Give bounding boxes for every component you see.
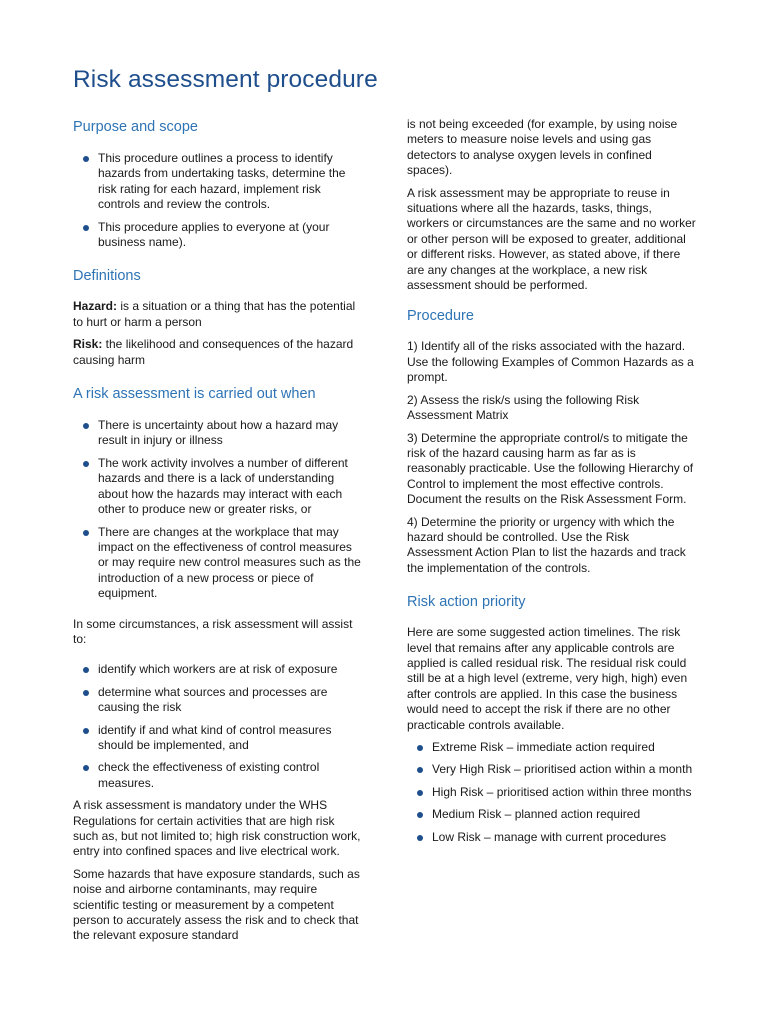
bullet-dot-icon bbox=[83, 765, 89, 771]
assist-list bbox=[73, 662, 363, 791]
hazard-definition: Hazard: is a situation or a thing that has the potential to hurt or harm a person bbox=[73, 299, 356, 329]
list-item: This procedure outlines a process to identify hazards from undertaking tasks, determine the risk rating for each hazard, implement risk controls and review the controls. bbox=[73, 151, 363, 213]
definitions-heading: Definitions bbox=[73, 268, 141, 285]
list-item: Medium Risk – planned action required bbox=[407, 807, 697, 822]
exposure-paragraph: Some hazards that have exposure standards, such as noise and airborne contaminants, may require scientific testing or measurement by a competent person to accurately assess the risk and to check that the relevant exposure standard bbox=[73, 866, 360, 943]
priority-heading: Risk action priority bbox=[407, 594, 526, 611]
exposure-paragraph-continued: is not being exceeded (for example, by using noise meters to measure noise levels and using gas detectors to analyse oxygen levels in confined spaces). bbox=[407, 117, 678, 178]
reuse-paragraph: A risk assessment may be appropriate to reuse in situations where all the hazards, tasks, things, workers or circumstances are the same and no worker or other person will be exposed to greater, additional or different risks. However, as stated above, if there are any changes at the workplace, a new risk assessment should be performed. bbox=[407, 185, 696, 293]
procedure-heading: Procedure bbox=[407, 308, 474, 325]
list-item: determine what sources and processes are causing the risk bbox=[73, 685, 363, 716]
purpose-heading: Purpose and scope bbox=[73, 119, 198, 135]
list-item: Extreme Risk – immediate action required bbox=[407, 740, 697, 755]
bullet-dot-icon bbox=[83, 461, 89, 467]
left-column bbox=[73, 118, 363, 944]
list-item: Very High Risk – prioritised action within a month bbox=[407, 762, 697, 777]
risk-term: Risk: bbox=[73, 337, 103, 352]
procedure-step: 4) Determine the priority or urgency with which the hazard should be controlled. Use the Risk Assessment Action Plan to list the hazards and track the implementation of the controls. bbox=[407, 514, 686, 575]
risk-definition: Risk: the likelihood and consequences of the hazard causing harm bbox=[73, 337, 354, 367]
assist-intro: In some circumstances, a risk assessment will assist to: bbox=[73, 616, 353, 646]
procedure-step: 3) Determine the appropriate control/s to mitigate the risk of the hazard causing harm as far as is reasonably practicable. Use the following Hierarchy of Control to implement the most effective controls. Document the results on the Risk Assessment Form. bbox=[407, 430, 694, 507]
list-item: Low Risk – manage with current procedures bbox=[407, 830, 697, 845]
list-item: identify which workers are at risk of exposure bbox=[73, 662, 363, 677]
purpose-list bbox=[73, 151, 363, 250]
bullet-dot-icon bbox=[417, 812, 423, 818]
list-item: The work activity involves a number of different hazards and there is a lack of understanding about how the hazards may interact with each other to produce new or greater risks, or bbox=[73, 456, 363, 518]
bullet-dot-icon bbox=[83, 667, 89, 673]
bullet-dot-icon bbox=[83, 690, 89, 696]
list-item: There is uncertainty about how a hazard may result in injury or illness bbox=[73, 418, 363, 449]
mandatory-paragraph: A risk assessment is mandatory under the WHS Regulations for certain activities that are high risk such as, but not limited to; high risk construction work, entry into confined spaces and live electrical work. bbox=[73, 798, 361, 859]
carried-out-list bbox=[73, 418, 363, 601]
bullet-dot-icon bbox=[83, 423, 89, 429]
bullet-dot-icon bbox=[83, 225, 89, 231]
list-item: check the effectiveness of existing control measures. bbox=[73, 760, 363, 791]
procedure-step: 1) Identify all of the risks associated with the hazard. Use the following Examples of Common Hazards as a prompt. bbox=[407, 339, 694, 385]
bullet-dot-icon bbox=[83, 530, 89, 536]
page-title: Risk assessment procedure bbox=[73, 66, 378, 93]
bullet-dot-icon bbox=[83, 156, 89, 162]
list-item: High Risk – prioritised action within three months bbox=[407, 785, 697, 800]
priority-list bbox=[407, 740, 697, 845]
bullet-dot-icon bbox=[417, 745, 423, 751]
right-column bbox=[407, 117, 697, 845]
hazard-term: Hazard: bbox=[73, 299, 118, 314]
bullet-dot-icon bbox=[417, 790, 423, 796]
list-item: This procedure applies to everyone at (your business name). bbox=[73, 220, 363, 251]
carried-out-heading: A risk assessment is carried out when bbox=[73, 386, 316, 403]
priority-intro: Here are some suggested action timelines. The risk level that remains after any applicable controls are applied is called residual risk. The residual risk could still be at a high level (extreme, very high, high) even after controls are applied. In this case the business would need to accept the risk if there are no other practicable controls available. bbox=[407, 625, 688, 732]
bullet-dot-icon bbox=[417, 835, 423, 841]
bullet-dot-icon bbox=[83, 728, 89, 734]
procedure-step: 2) Assess the risk/s using the following Risk Assessment Matrix bbox=[407, 392, 640, 423]
bullet-dot-icon bbox=[417, 767, 423, 773]
list-item: identify if and what kind of control measures should be implemented, and bbox=[73, 723, 363, 754]
list-item: There are changes at the workplace that may impact on the effectiveness of control measures or may require new control measures such as the introduction of a new process or piece of equipment. bbox=[73, 525, 363, 602]
